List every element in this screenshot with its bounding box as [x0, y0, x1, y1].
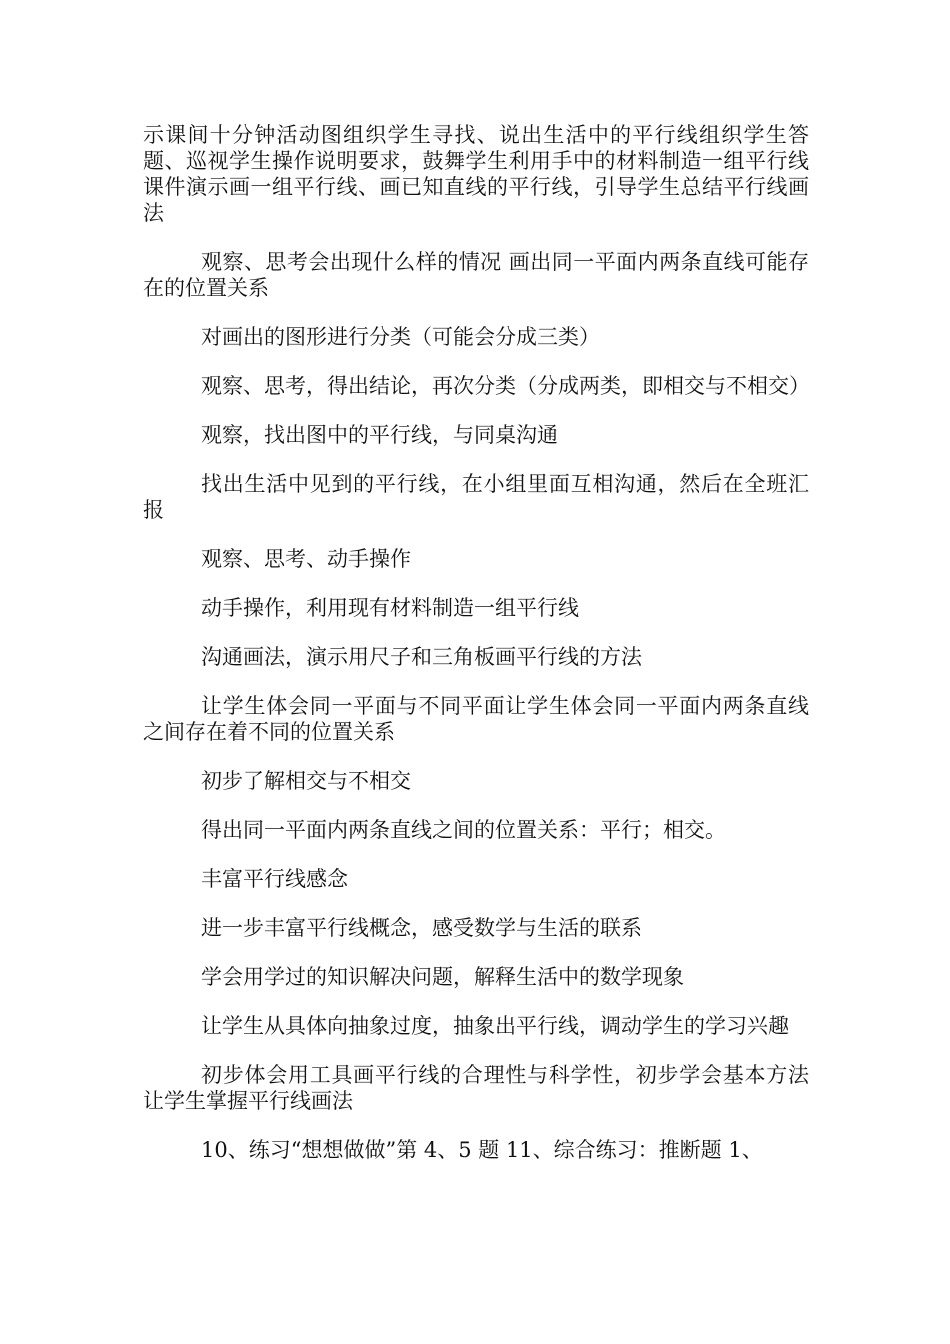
paragraph: 动手操作，利用现有材料制造一组平行线 — [201, 596, 579, 620]
paragraph: 观察、思考会出现什么样的情况 画出同一平面内两条直线可能存在的位置关系 — [143, 250, 809, 300]
paragraph: 学会用学过的知识解决问题，解释生活中的数学现象 — [201, 965, 684, 989]
paragraph: 观察，找出图中的平行线，与同桌沟通 — [201, 423, 558, 447]
paragraph: 10、练习“想想做做”第 4、5 题 11、综合练习：推断题 1、 — [201, 1138, 763, 1162]
paragraph: 得出同一平面内两条直线之间的位置关系：平行；相交。 — [201, 818, 726, 842]
paragraph: 初步了解相交与不相交 — [201, 769, 411, 793]
paragraph: 沟通画法，演示用尺子和三角板画平行线的方法 — [201, 645, 642, 669]
paragraph: 让学生体会同一平面与不同平面让学生体会同一平面内两条直线之间存在着不同的位置关系 — [143, 694, 809, 744]
paragraph: 对画出的图形进行分类（可能会分成三类） — [201, 325, 600, 349]
paragraph: 示课间十分钟活动图组织学生寻找、说出生活中的平行线组织学生答题、巡视学生操作说明要求，鼓舞学生利用手中的材料制造一组平行线课件演示画一组平行线、画已知直线的平行线，引导学生总结平行线画法 — [143, 123, 809, 225]
paragraph: 观察、思考，得出结论，再次分类（分成两类，即相交与不相交） — [201, 374, 810, 398]
paragraph: 观察、思考、动手操作 — [201, 547, 411, 571]
paragraph: 初步体会用工具画平行线的合理性与科学性，初步学会基本方法让学生掌握平行线画法 — [143, 1063, 809, 1113]
document-body — [143, 122, 809, 1186]
paragraph: 让学生从具体向抽象过度，抽象出平行线，调动学生的学习兴趣 — [201, 1014, 789, 1038]
paragraph: 找出生活中见到的平行线，在小组里面互相沟通，然后在全班汇报 — [143, 472, 809, 522]
paragraph: 丰富平行线感念 — [201, 867, 348, 891]
paragraph: 进一步丰富平行线概念，感受数学与生活的联系 — [201, 916, 642, 940]
